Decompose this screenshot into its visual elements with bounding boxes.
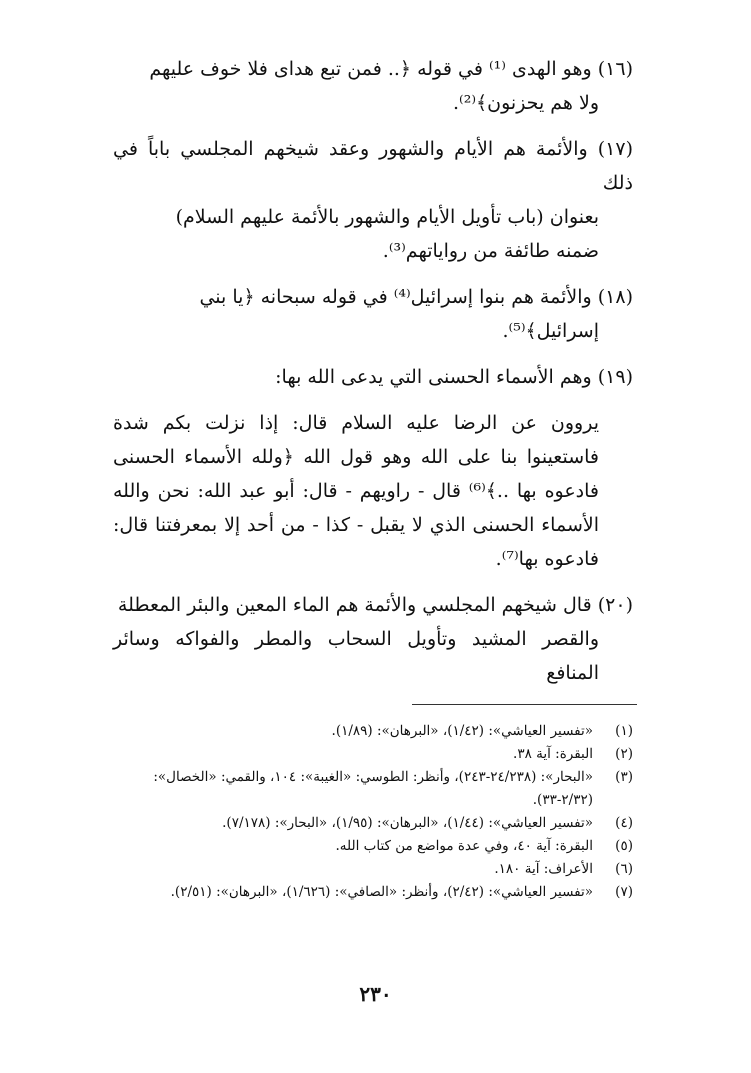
footnote-text: البقرة: آية ٤٠، وفي عدة مواضع من كتاب الله. [335,838,593,854]
footnote-text: الأعراف: آية ١٨٠. [494,861,593,877]
paragraph-line: ضمنه طائفة من رواياتهم⁽³⁾. [382,240,599,262]
footnote-text: «تفسير العياشي»: (١/٤٤)، «البرهان»: (١/٩٥)، «البحار»: (٧/١٧٨). [222,815,593,831]
paragraph-line: والأئمة هم الأيام والشهور وعقد شيخهم المجلسي باباً في ذلك [113,138,633,194]
footnote-text: «تفسير العياشي»: (٢/٤٢)، وأنظر: «الصافي»: (١/٦٢٦)، «البرهان»: (٢/٥١). [170,884,593,900]
paragraph-line: بمعرفتنا قال: فادعوه بها⁽⁷⁾. [113,514,599,570]
footnote-3 [113,766,633,812]
footnote-text: «تفسير العياشي»: (١/٤٢)، «البرهان»: (١/٨٩). [331,723,593,739]
page-number: ٢٣٠ [359,982,392,1006]
paragraph-number: (١٦) [597,58,633,80]
paragraph-number: (٢٠) [597,594,633,616]
footnote-mark: (٣) [615,769,633,785]
paragraph-line: وهو الهدى ⁽¹⁾ في قوله ﴿.. فمن تبع هداى فلا خوف عليهم [149,58,592,80]
footnote-2 [113,743,633,766]
paragraph-line: والقصر المشيد وتأويل السحاب والمطر والفواكه وسائر المنافع [113,628,599,684]
footnote-mark: (٦) [615,861,633,877]
footnote-6 [113,858,633,881]
footnote-4 [113,812,633,835]
paragraph-line: قال شيخهم المجلسي والأئمة هم الماء المعين والبئر المعطلة [117,594,592,616]
paragraph-20 [113,588,633,690]
footnote-mark: (٤) [615,815,633,831]
paragraph-line: ولا هم يحزنون﴾⁽²⁾. [453,92,599,114]
paragraph-number: (١٧) [597,138,633,160]
paragraph-19 [113,360,633,394]
footnotes [113,720,633,904]
paragraph-line: والأئمة هم بنوا إسرائيل⁽⁴⁾ في قوله سبحانه ﴿يا بني [199,286,592,308]
paragraph-number: (١٩) [597,366,633,388]
footnote-mark: (٥) [615,838,633,854]
footnote-7 [113,881,633,904]
paragraph-line: بعنوان (باب تأويل الأيام والشهور بالأئمة عليهم السلام) [175,206,599,228]
footnote-mark: (٢) [615,746,633,762]
footnote-divider [412,704,637,705]
paragraph-line: فاستعينوا بنا على الله وهو قول الله ﴿ولله الأسماء الحسنى [113,446,599,468]
footnote-1 [113,720,633,743]
paragraph-number: (١٨) [597,286,633,308]
footnote-mark: (٧) [615,884,633,900]
paragraph-16 [113,52,633,120]
paragraph-line: يروون عن الرضا عليه السلام قال: إذا نزلت بكم شدة [113,412,599,434]
paragraph-line: وهم الأسماء الحسنى التي يدعى الله بها: [275,366,592,388]
paragraph-19-quote [113,406,633,576]
paragraph-17 [113,132,633,268]
footnote-text: البقرة: آية ٣٨. [513,746,593,762]
main-text [113,52,633,702]
footnote-text: «البحار»: (٢٤/٢٣٨-٢٤٣)، وأنظر: الطوسي: «الغيبة»: ١٠٤، والقمي: «الخصال»: (٢/٣٢-٣٣). [153,769,593,808]
footnote-mark: (١) [615,723,633,739]
paragraph-line: فادعوه بها ..﴾⁽⁶⁾ قال - راويهم - قال: أبو عبد الله: نحن [157,480,600,502]
paragraph-line: إسرائيل﴾⁽⁵⁾. [502,320,599,342]
paragraph-line: والله الأسماء الحسنى الذي لا يقبل - كذا - من أحد إلا [113,480,599,536]
footnote-5 [113,835,633,858]
paragraph-18 [113,280,633,348]
